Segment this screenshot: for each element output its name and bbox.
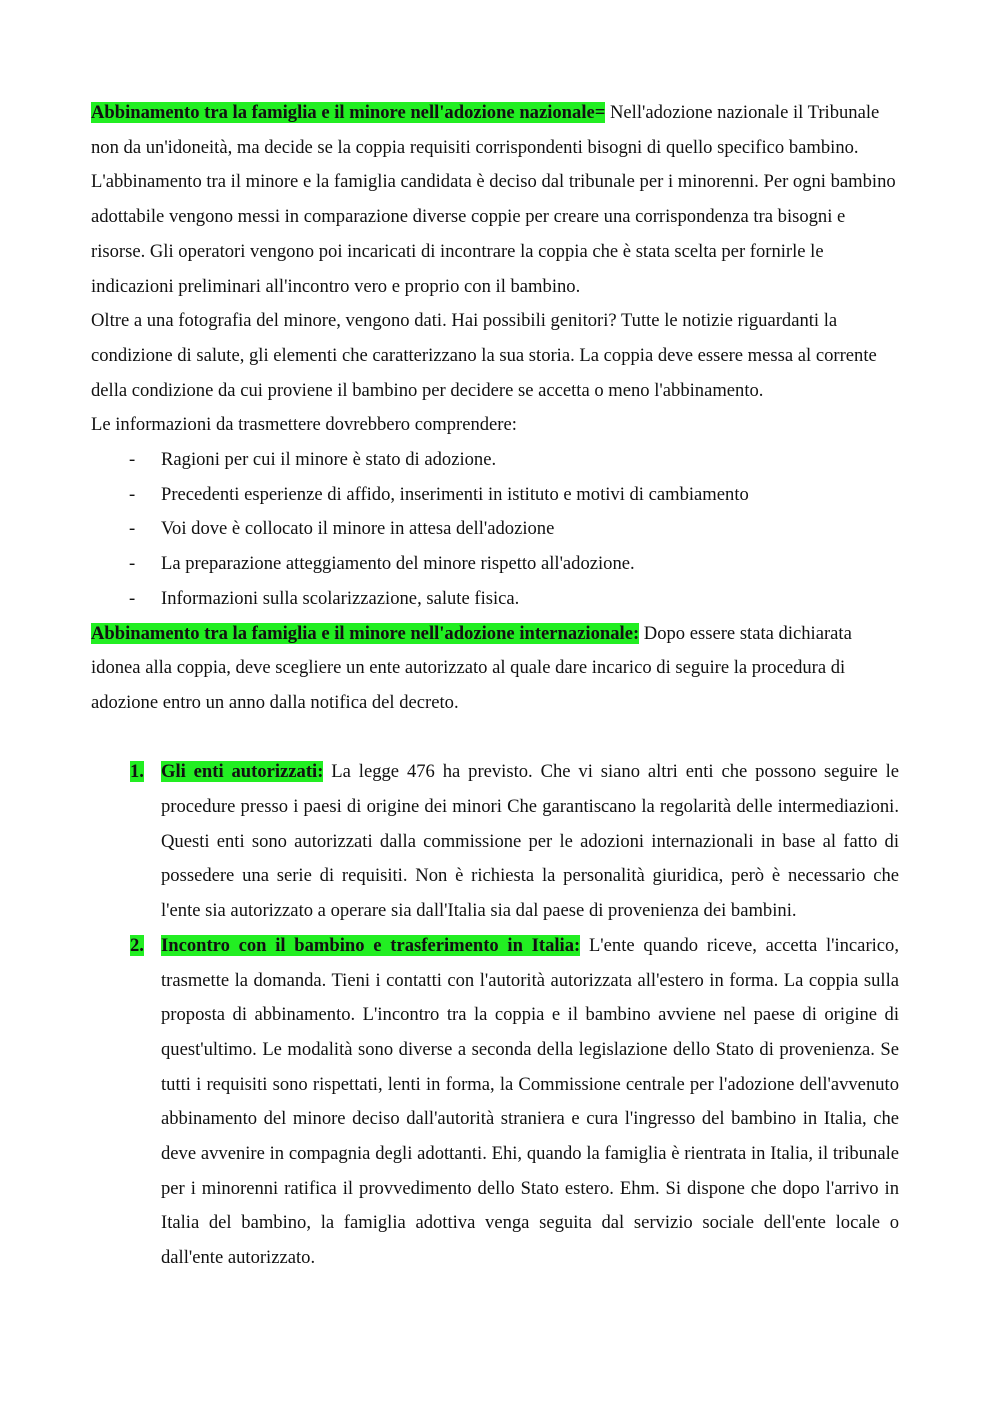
list-item: [91, 443, 899, 478]
numbered-list: [91, 755, 899, 1276]
item-text: La legge 476 ha previsto. Che vi siano altri enti che possono seguire le procedure presso i paesi di origine dei minori Che garantiscano la regolarità delle intermediazioni. Questi enti sono autorizzati dalla commissione per le adozioni internazionali in base al fatto di possedere una serie di requisiti. Non è richiesta la personalità giuridica, però è necessario che l'ente sia autorizzato a operare sia dall'Italia sia dal paese di provenienza dei bambini.: [161, 761, 899, 922]
item-text: L'ente quando riceve, accetta l'incarico, trasmette la domanda. Tieni i contatti con l'autorità autorizzata all'estero in forma. La coppia sulla proposta di abbinamento. L'incontro tra la coppia e il bambino avviene nel paese di origine di quest'ultimo. Le modalità sono diverse a seconda della legislazione dello Stato di provenienza. Se tutti i requisiti sono rispettati, lenti in forma, la Commissione centrale per l'adozione dell'avvenuto abbinamento del minore deciso dall'autorità straniera e cura l'ingresso del bambino in Italia, che deve avvenire in compagnia degli adottanti. Ehi, quando la famiglia è rientrata in Italia, il tribunale per i minorenni ratifica il provvedimento dello Stato estero. Ehm. Si dispone che dopo l'arrivo in Italia del bambino, la famiglia adottiva venga seguita dal servizio sociale dell'ente locale o dall'ente autorizzato.: [161, 934, 899, 1269]
bullet-dash: -: [129, 449, 136, 471]
national-adoption-intro: Nell'adozione nazionale il Tribunale non da un'idoneità, ma decide se la coppia requisiti corrispondenti bisogni di quello specifico bambino.: [91, 102, 880, 158]
bullet-dash: -: [129, 483, 136, 505]
list-item-text: Voi dove è collocato il minore in attesa dell'adozione: [161, 518, 555, 540]
heading-national-adoption: Abbinamento tra la famiglia e il minore nell'adozione nazionale=: [91, 102, 606, 123]
paragraph-photo-info: Oltre a una fotografia del minore, vengono dati. Hai possibili genitori? Tutte le notizie riguardanti la condizione di salute, gli elementi che caratterizzano la sua storia. La coppia deve essere messa al corrente della condizione da cui proviene il bambino per decidere se accetta o meno l'abbinamento.: [91, 310, 877, 401]
paragraph-info-list-intro: Le informazioni da trasmettere dovrebbero comprendere:: [91, 414, 517, 436]
bullet-dash: -: [129, 553, 136, 575]
list-item: [91, 582, 899, 617]
heading-international-adoption: Abbinamento tra la famiglia e il minore nell'adozione internazionale:: [91, 622, 640, 644]
item-title: Gli enti autorizzati:: [161, 761, 324, 783]
paragraph-matching: L'abbinamento tra il minore e la famiglia candidata è deciso dal tribunale per i minorenni. Per ogni bambino adottabile vengono messi in comparazione diverse coppie per creare una corrispondenza tra bisogni e risorse. Gli operatori vengono poi incaricati di incontrare la coppia che è stata scelta per fornirle le indicazioni preliminari all'incontro vero e proprio con il bambino.: [91, 171, 896, 297]
international-adoption-intro: Dopo essere stata dichiarata idonea alla coppia, deve scegliere un ente autorizzato al quale dare incarico di seguire la procedura di adozione entro un anno dalla notifica del decreto.: [91, 622, 852, 713]
item-title: Incontro con il bambino e trasferimento in Italia:: [161, 934, 581, 956]
list-item-text: La preparazione atteggiamento del minore rispetto all'adozione.: [161, 553, 635, 575]
list-item-text: Informazioni sulla scolarizzazione, salute fisica.: [161, 587, 520, 609]
list-item-meeting-transfer: [91, 929, 899, 1276]
list-number: 2.: [130, 934, 144, 956]
list-item: [91, 512, 899, 547]
bullet-dash: -: [129, 587, 136, 609]
document-page: [91, 96, 899, 1276]
list-item-authorized-entities: [91, 755, 899, 929]
blank-line: [91, 721, 899, 756]
bullet-dash: -: [129, 518, 136, 540]
list-item: [91, 547, 899, 582]
list-item: [91, 478, 899, 513]
paragraph-national-adoption: [91, 96, 899, 165]
list-number: 1.: [130, 761, 144, 783]
paragraph-international-adoption: [91, 617, 899, 721]
list-item-text: Precedenti esperienze di affido, inserimenti in istituto e motivi di cambiamento: [161, 483, 749, 505]
info-bullet-list: [91, 443, 899, 617]
list-item-text: Ragioni per cui il minore è stato di adozione.: [161, 449, 497, 471]
